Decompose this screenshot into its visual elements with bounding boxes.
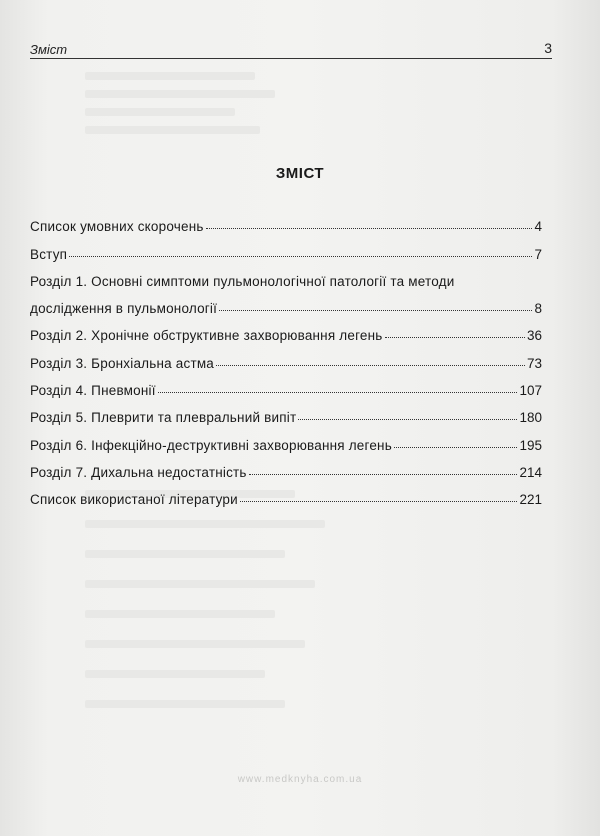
toc-entry [30,207,542,234]
show-through-text [85,108,235,116]
show-through-text [85,72,255,80]
show-through-text [85,640,305,648]
show-through-text [85,700,285,708]
show-through-text [85,90,275,98]
toc-entry-page: 195 [519,437,542,453]
toc-entry-label: Розділ 7. Дихальна недостатність [30,464,247,480]
show-through-text [85,580,315,588]
toc-entry-page: 8 [534,301,542,317]
toc-entry-page: 36 [526,328,542,344]
toc-entry [30,262,542,317]
toc-entry-page: 221 [519,492,542,508]
toc-entry [30,453,542,480]
toc-entry-label: Список умовних скорочень [30,219,204,235]
show-through-text [85,126,260,134]
toc-entry-page: 7 [534,246,542,262]
dot-leader [240,501,518,502]
toc-entry-label: Список використаної літератури [30,492,238,508]
toc-entry-label: Розділ 5. Плеврити та плевральний випіт [30,410,297,426]
toc-entry [30,398,542,425]
dot-leader [216,365,525,366]
show-through-text [85,550,285,558]
toc-entry-label: Розділ 6. Інфекційно-деструктивні захворювання легень [30,437,392,453]
toc-entry-page: 214 [519,464,542,480]
dot-leader [249,474,518,475]
toc-entry-label: Розділ 2. Хронічне обструктивне захворювання легень [30,328,383,344]
toc-heading: ЗМІСТ [275,165,325,182]
dot-leader [394,447,518,448]
dot-leader [206,228,533,229]
toc-entry [30,425,542,452]
show-through-text [85,610,275,618]
toc-entry [30,371,542,398]
dot-leader [158,392,518,393]
watermark: www.medknyha.com.ua [237,774,363,785]
dot-leader [298,419,517,420]
toc-entry-label: дослідження в пульмонології [30,301,218,317]
toc-entry-page: 4 [534,219,542,235]
dot-leader [385,337,525,338]
toc-entry-label: Вступ [30,246,68,262]
toc-entry [30,480,542,507]
header-title: Зміст [30,42,68,57]
toc-entry-page: 73 [526,355,542,371]
toc-entry-label: Розділ 3. Бронхіальна астма [30,355,215,371]
dot-leader [219,310,532,311]
show-through-text [85,520,325,528]
toc-entry-label: Розділ 4. Пневмонії [30,383,156,399]
table-of-contents [30,207,542,507]
toc-entry [30,316,542,343]
toc-entry-page: 180 [519,410,542,426]
toc-entry-page: 107 [519,383,542,399]
page-number: 3 [544,40,552,56]
toc-entry [30,343,542,370]
show-through-text [85,670,265,678]
running-header [30,40,552,59]
toc-entry-label-line1: Розділ 1. Основні симптоми пульмонологічної патології та методи [30,273,455,289]
toc-entry [30,234,542,261]
dot-leader [69,256,532,257]
